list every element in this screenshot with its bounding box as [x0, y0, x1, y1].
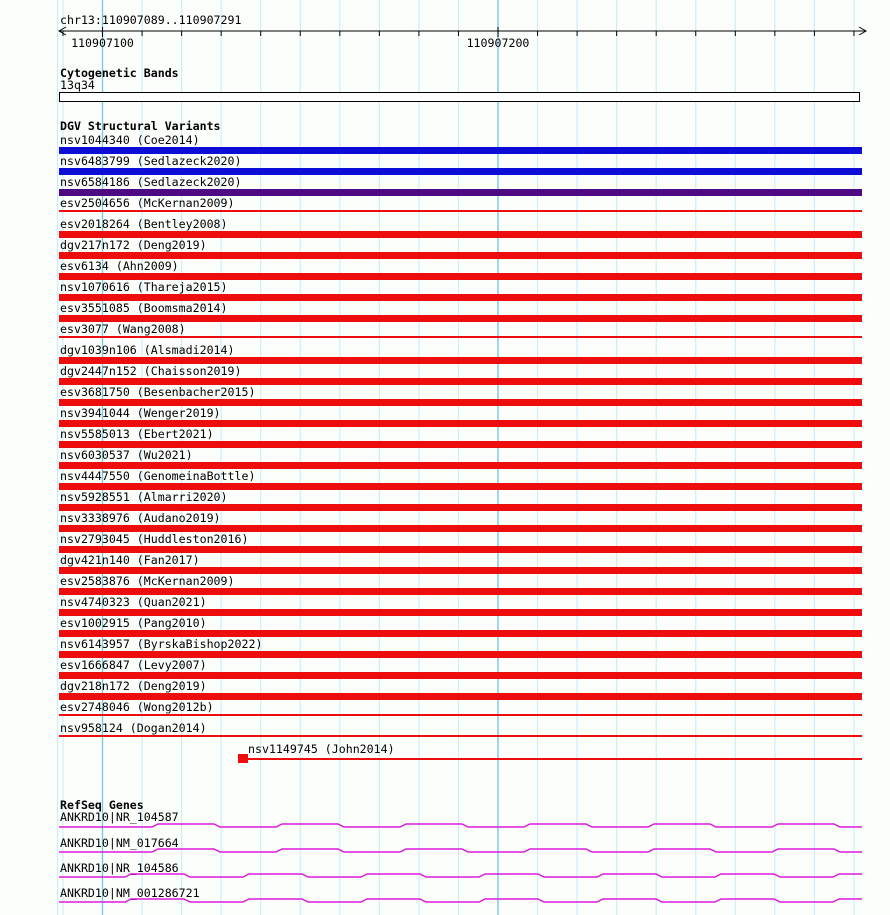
variant-label: nsv6143957 (ByrskaBishop2022) [60, 637, 263, 651]
variant-bar[interactable] [59, 252, 862, 259]
variant-bar[interactable] [59, 462, 862, 469]
variant-bar[interactable] [59, 483, 862, 490]
variant-bar[interactable] [59, 588, 862, 595]
variant-bar[interactable] [59, 378, 862, 385]
dgv-track-header: DGV Structural Variants [60, 119, 221, 133]
variant-label: nsv3338976 (Audano2019) [60, 511, 221, 525]
variant-bar[interactable] [59, 504, 862, 511]
variant-label: dgv1039n106 (Alsmadi2014) [60, 343, 235, 357]
variant-label: dgv2447n152 (Chaisson2019) [60, 364, 242, 378]
variant-label: nsv5585013 (Ebert2021) [60, 427, 214, 441]
ruler-tick-label: 110907100 [71, 36, 134, 50]
variant-label: nsv1044340 (Coe2014) [60, 133, 200, 147]
variant-bar[interactable] [59, 651, 862, 658]
variant-label: nsv4740323 (Quan2021) [60, 595, 207, 609]
variant-start-box[interactable] [238, 754, 248, 763]
variant-bar[interactable] [59, 714, 862, 716]
variant-bar[interactable] [59, 441, 862, 448]
variant-label: esv1002915 (Pang2010) [60, 616, 207, 630]
variant-label: esv1666847 (Levy2007) [60, 658, 207, 672]
variant-label: nsv6483799 (Sedlazeck2020) [60, 154, 242, 168]
variant-label: esv6134 (Ahn2009) [60, 259, 179, 273]
gene-label: ANKRD10|NR_104587 [60, 810, 179, 824]
variant-label: nsv958124 (Dogan2014) [60, 721, 207, 735]
variant-label: dgv421n140 (Fan2017) [60, 553, 200, 567]
cytoband-13q34[interactable] [59, 92, 860, 102]
ruler-tick-label: 110907200 [466, 36, 530, 50]
variant-bar[interactable] [59, 294, 862, 301]
variant-label: esv2504656 (McKernan2009) [60, 196, 235, 210]
variant-label: nsv6030537 (Wu2021) [60, 448, 193, 462]
variant-bar[interactable] [59, 399, 862, 406]
variant-label: esv2583876 (McKernan2009) [60, 574, 235, 588]
variant-bar[interactable] [59, 189, 862, 196]
variant-label: nsv1070616 (Thareja2015) [60, 280, 228, 294]
variant-bar[interactable] [59, 546, 862, 553]
variant-label: esv3077 (Wang2008) [60, 322, 186, 336]
variant-bar[interactable] [59, 168, 862, 175]
variant-bar[interactable] [59, 315, 862, 322]
cytobands-track-header: Cytogenetic Bands [60, 66, 179, 80]
variant-label: dgv217n172 (Deng2019) [60, 238, 207, 252]
gene-label: ANKRD10|NR_104586 [60, 861, 179, 875]
variant-bar[interactable] [59, 567, 862, 574]
variant-bar[interactable] [59, 210, 862, 212]
variant-bar[interactable] [59, 693, 862, 700]
variant-label: esv2018264 (Bentley2008) [60, 217, 228, 231]
variant-bar[interactable] [59, 273, 862, 280]
variant-label: esv3681750 (Besenbacher2015) [60, 385, 256, 399]
variant-label: nsv6584186 (Sedlazeck2020) [60, 175, 242, 189]
variant-label: esv3551085 (Boomsma2014) [60, 301, 228, 315]
variant-label: nsv4447550 (GenomeinaBottle) [60, 469, 256, 483]
variant-label: nsv3941044 (Wenger2019) [60, 406, 221, 420]
variant-bar[interactable] [59, 231, 862, 238]
region-title: chr13:110907089..110907291 [60, 13, 242, 27]
variant-label: nsv5928551 (Almarri2020) [60, 490, 228, 504]
variant-bar[interactable] [248, 758, 862, 760]
gene-label: ANKRD10|NM_017664 [60, 836, 179, 850]
refseq-track-header: RefSeq Genes [60, 798, 144, 812]
variant-label: esv2748046 (Wong2012b) [60, 700, 214, 714]
variant-bar[interactable] [59, 609, 862, 616]
gene-label: ANKRD10|NM_001286721 [60, 886, 200, 900]
variant-bar[interactable] [59, 357, 862, 364]
variant-bar[interactable] [59, 420, 862, 427]
variant-bar[interactable] [59, 525, 862, 532]
variant-label: nsv2793045 (Huddleston2016) [60, 532, 249, 546]
variant-bar[interactable] [59, 735, 862, 737]
variant-label: nsv1149745 (John2014) [248, 742, 395, 756]
variant-bar[interactable] [59, 147, 862, 154]
variant-bar[interactable] [59, 672, 862, 679]
variant-bar[interactable] [59, 336, 862, 338]
variant-label: dgv218n172 (Deng2019) [60, 679, 207, 693]
cytoband-label: 13q34 [60, 78, 95, 92]
variant-bar[interactable] [59, 630, 862, 637]
